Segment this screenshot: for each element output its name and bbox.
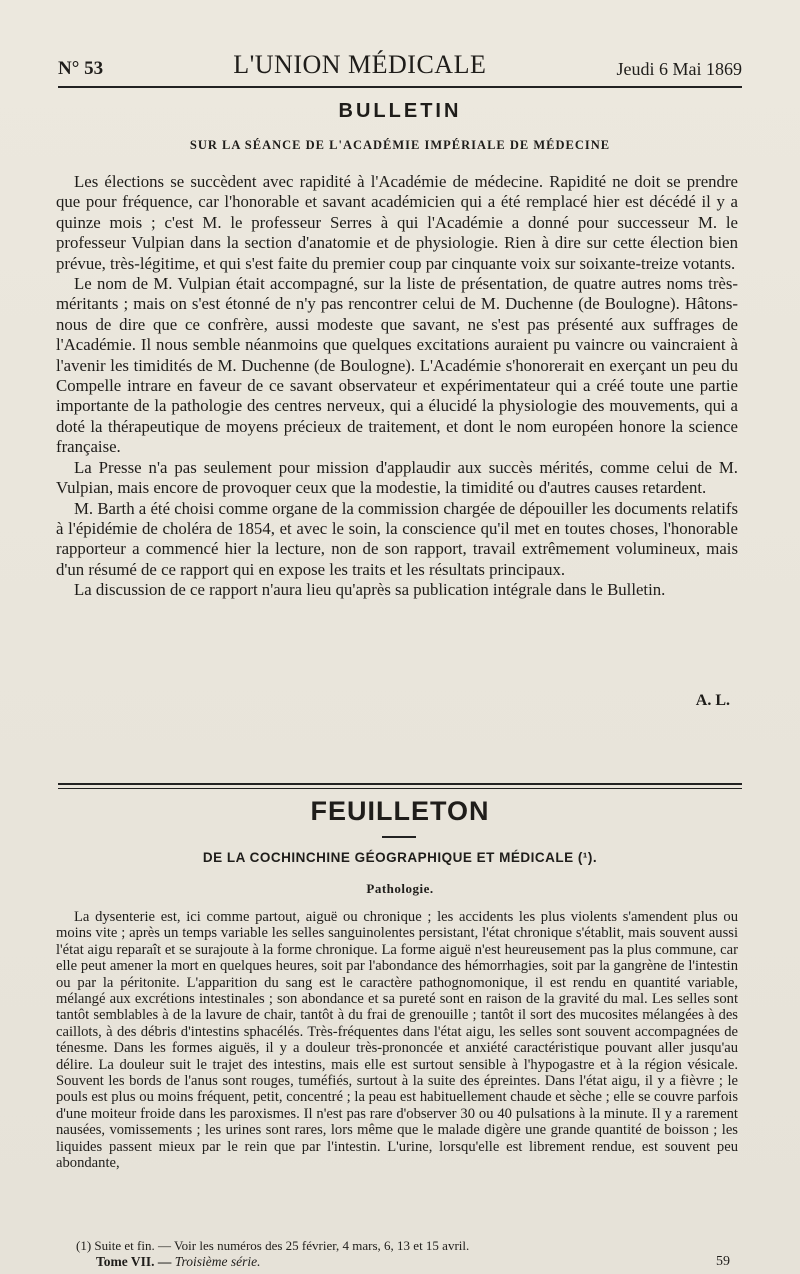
- page-header: [58, 44, 742, 80]
- section-heading: Pathologie.: [366, 881, 434, 896]
- series-label: Troisième série.: [174, 1254, 261, 1269]
- bulletin-signature: A. L.: [695, 692, 730, 709]
- bulletin-paragraph: Le nom de M. Vulpian était accompagné, sur la liste de présentation, de quatre autres noms très-méritants ; mais on s'est étonné de n'y pas rencontrer celui de M. Duchenne (de Boulogne). Hâtons-nous de dire que ce confrère, aussi modeste que savant, ne s'est pas présenté aux suffrages de l'Académie. Il nous semble néanmoins que quelques excitations auraient pu vaincre ou vaincraient à l'avenir les timidités de M. Duchenne (de Boulogne). L'Académie s'honorerait en exerçant un peu du Compelle intrare en faveur de ce savant observateur et expérimentateur qui a créé toute une partie importante de la pathologie des centres nerveux, qui a élucidé la physiologie des mouvements, qui a doté la thérapeutique de moyens précieux de traitement, et dont le nom européen honore la science française.: [56, 274, 738, 457]
- issue-number: N° 53: [58, 58, 104, 79]
- footnote: (1) Suite et fin. — Voir les numéros des 25 février, 4 mars, 6, 13 et 15 avril.: [76, 1238, 470, 1253]
- issue-date: Jeudi 6 Mai 1869: [616, 59, 742, 79]
- volume-label: Tome VII. —: [96, 1254, 172, 1269]
- page-number: 59: [716, 1254, 730, 1269]
- bulletin-paragraph: La discussion de ce rapport n'aura lieu qu'après sa publication intégrale dans le Bulletin.: [74, 580, 666, 600]
- title-underline: [382, 836, 416, 838]
- bulletin-paragraph: M. Barth a été choisi comme organe de la commission chargée de dépouiller les documents relatifs à l'épidémie de choléra de 1854, et avec le soin, la conscience qu'il met en toutes choses, l'honorable rapporteur a commencé hier la lecture, non de son rapport, travail extrêmement volumineux, mais d'un résumé de ce rapport qui en expose les traits et les résultats principaux.: [56, 498, 738, 579]
- bulletin-paragraph: Les élections se succèdent avec rapidité à l'Académie de médecine. Rapidité ne doit se prendre que pour fréquence, car l'honorable et savant académicien qui a été remplacé hier est décédé il y a quinze mois ; c'est M. le professeur Serres à qui l'Académie a donné pour successeur M. le professeur Vulpian dans la section d'anatomie et de physiologie. Rien à dire sur cette élection bien prévue, très-légitime, et qui s'est faite du premier coup par cinquante voix sur soixante-treize votants.: [56, 172, 738, 273]
- journal-title: L'UNION MÉDICALE: [233, 50, 487, 79]
- header-divider: [58, 86, 742, 88]
- volume-info: [96, 1254, 261, 1272]
- page-footer: [96, 1254, 730, 1272]
- feuilleton-paragraph: La dysenterie est, ici comme partout, aiguë ou chronique ; les accidents les plus violents s'amendent plus ou moins vite ; après un temps variable les selles sanguinolentes persistant, l'état chronique s'établit, mais souvent aussi l'état aigu reparaît et se surajoute à la forme chronique. La forme aiguë n'est heureusement pas la plus commune, car elle peut amener la mort en quelques heures, soit par l'abondance des hémorrhagies, soit par la gangrène de l'intestin ou par la péritonite. L'apparition du sang est le caractère pathognomonique, il est rendu en quantité variable, mélangé aux excrétions intestinales ; son abondance et sa pureté sont en raison de la gravité du mal. Les selles sont tantôt semblables à de la lavure de chair, tantôt à du frai de grenouille ; tantôt il sort des mucosites mélangées à des caillots, à des débris d'intestins sphacélés. Très-fréquentes dans l'état aigu, les selles sont souvent accompagnées de ténesme. Dans les formes aiguës, il y a douleur très-prononcée et anxiété caractéristique pouvant aller jusqu'au délire. La douleur suit le trajet des intestins, mais elle est surtout sensible à l'hypogastre et à la région vésicale. Souvent les bords de l'anus sont rouges, tuméfiés, surtout à la suite des épreintes. Dans l'état aigu, il y a fièvre ; le pouls est plus ou moins fréquent, petit, concentré ; la peau est habituellement chaude et sèche ; elle se couvre parfois d'une moiteur froide dans les paroxismes. Il n'est pas rare d'observer 30 ou 40 pulsations à la minute. Il y a rarement nausées, vomissements ; les urines sont rares, lors même que le malade digère une grande quantité de boisson ; les liquides passent mieux par le rein que par l'intestin. L'urine, lorsqu'elle est librement rendue, est souvent peu abondante,: [56, 909, 738, 1172]
- feuilleton-title: FEUILLETON: [310, 796, 490, 826]
- bulletin-paragraph: La Presse n'a pas seulement pour mission d'applaudir aux succès mérités, comme celui de M. Vulpian, mais encore de provoquer ceux que la modestie, la timidité ou d'autres causes retardent.: [56, 457, 738, 498]
- bulletin-subtitle: SUR LA SÉANCE DE L'ACADÉMIE IMPÉRIALE DE MÉDECINE: [189, 138, 611, 152]
- bulletin-title: BULLETIN: [338, 100, 462, 122]
- feuilleton-body: [56, 909, 738, 1172]
- section-divider-thin: [58, 788, 742, 789]
- bulletin-body: [56, 172, 738, 601]
- article-title: DE LA COCHINCHINE GÉOGRAPHIQUE ET MÉDICALE (¹).: [202, 850, 598, 865]
- section-divider-thick: [58, 783, 742, 785]
